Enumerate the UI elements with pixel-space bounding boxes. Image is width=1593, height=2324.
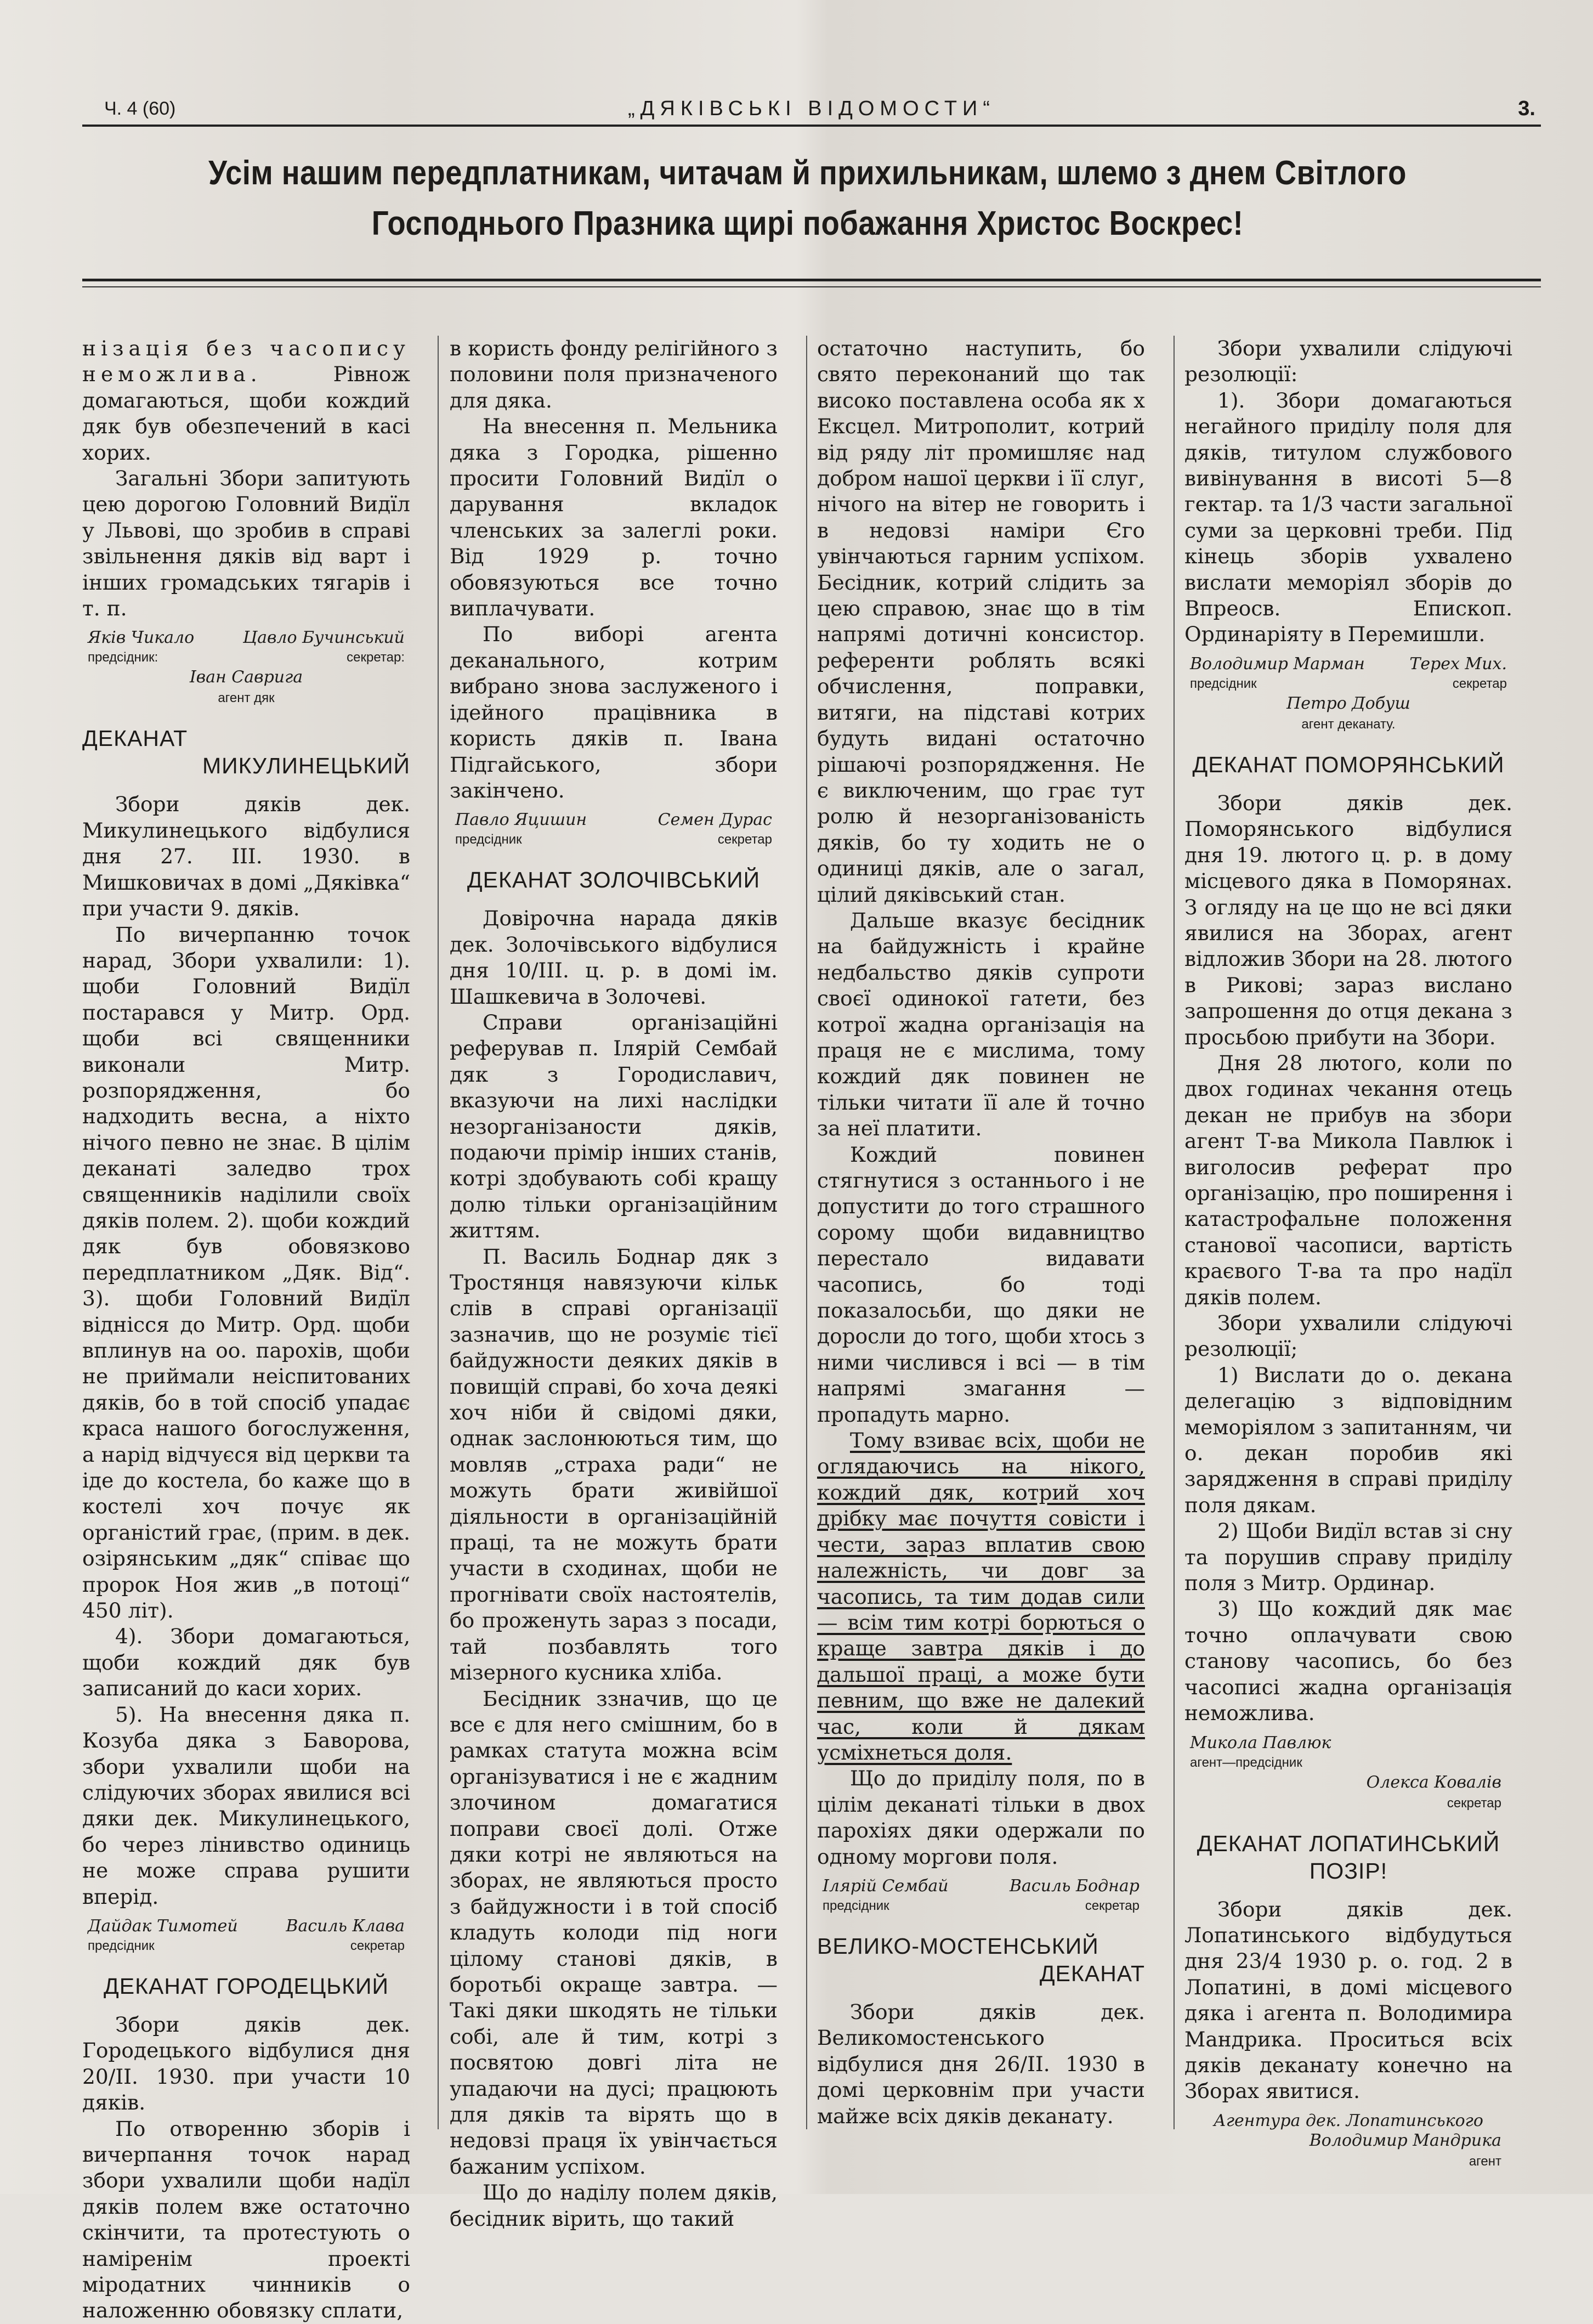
signature-role: агент деканату.: [1301, 716, 1396, 732]
article-paragraph: По виборі агента деканального, котрим вибрано знова заслуженого і ідейного працівника в користь дяків п. Івана Підгайського, збори закінчено.: [450, 622, 778, 802]
signature-role: предсідник: [88, 1938, 155, 1953]
signature-role: предсідник:: [88, 650, 158, 665]
signature-role: предсідник: [823, 1898, 889, 1913]
signature-block: [817, 1876, 1145, 1916]
article-paragraph: 2) Щоби Видїл встав зі сну та порушив справу приділу поля з Митр. Ординар.: [1184, 1519, 1512, 1596]
article-paragraph: На внесення п. Мельника дяка з Городка, рішенно просити Головний Видїл о дарування вкладок членських за залеглі роки. Від 1929 р. точно обовязуються все точно виплачувати.: [450, 414, 778, 621]
article-paragraph: Що до приділу поля, по в цілім деканаті тільки в двох парохіях дяки одержали по одному моргови поля.: [817, 1766, 1145, 1869]
signature-block: [1184, 654, 1512, 734]
easter-greeting-banner: [174, 148, 1441, 249]
signature-name: Василь Клава: [286, 1916, 405, 1936]
highlighted-appeal: Тому взиває всіх, щоби не оглядаючись на нікого, кождий дяк, котрий хоч дрібку має почуття совісти і чести, зараз вплатив свою належність, чи довг за часопись, та тим додав сили — всім тим котрі борються о краще завтра дяків і до дальшої праці, а може бути певним, що вже не далекий час, коли й дякам усміхнеться доля.: [817, 1428, 1145, 1765]
article-paragraph: Збори ухвалили слідуючі резолюції;: [1184, 1311, 1512, 1361]
section-heading: ДЕКАНАТ МИКУЛИНЕЦЬКИЙ: [82, 726, 410, 779]
column-3: [817, 336, 1145, 2129]
signature-name: Ілярій Сембай: [823, 1876, 949, 1896]
signature-name: Цавло Бучинський: [242, 628, 405, 648]
signature-role: предсідник: [455, 832, 522, 847]
article-paragraph: Збори дяків дек. Микулинецького відбулися дня 27. III. 1930. в Мишковичах в домі „Дяківка“ при участи 9. дяків.: [82, 792, 410, 921]
signature-block: [1184, 2111, 1512, 2172]
article-paragraph: нізація без часопису неможлива. Рівнож домагаються, щоби кождий дяк був обезпечений в касі хорих.: [82, 336, 410, 465]
signature-name: Семен Дурас: [657, 810, 772, 830]
signature-name: Дайдак Тимотей: [88, 1916, 238, 1936]
signature-block: [450, 810, 778, 850]
article-paragraph: Бесідник ззначив, що це все є для него смішним, бо в рамках статута можна всім організуватися і не є жадним злочином домагатися поправи своєї долі. Отже дяки котрі не являються на зборах, не являються просто з байдужности і в той спосіб кладуть колоди під ноги цілому станові дяків, в боротьбі окраще завтра. — Такі дяки шкодять не тільки собі, але й тим, котрі з посвятою довгі літа не упадаючи на дусі; працюють для дяків та вірять що в недовзі праця їх увінчається бажаним успіхом.: [450, 1686, 778, 2179]
signature-name: Володимир Мандрика: [1309, 2130, 1501, 2150]
article-paragraph: 4). Збори домагаються, щоби кождий дяк був записаний до каси хорих.: [82, 1624, 410, 1701]
signature-block: [82, 628, 410, 708]
signature-line: Агентура дек. Лопатинського: [1214, 2111, 1483, 2130]
article-paragraph: Збори дяків дек. Поморянського відбулися дня 19. лютого ц. р. в дому місцевого дяка в Поморянах. З огляду на це що не всі дяки явилися на Зборах, агент відложив Збори на 28. лютого в Рикові; зараз вислано запрошення до отця декана з просьбою прибути на Збори.: [1184, 790, 1512, 1049]
signature-role: секретар: [1452, 676, 1507, 691]
signature-role: секретар: [350, 1938, 405, 1953]
article-paragraph: Збори дяків дек. Городецького відбулися дня 20/II. 1930. при участи 10 дяків.: [82, 2012, 410, 2115]
signature-role: секретар: [1085, 1898, 1140, 1913]
banner-rule-top: [82, 279, 1541, 281]
banner-line-2: Господнього Празника щирі побажання Христос Воскрес!: [371, 205, 1244, 242]
signature-role: секретар:: [347, 650, 405, 665]
signature-role: агент—предсідник: [1190, 1755, 1302, 1770]
signature-role: агент дяк: [218, 691, 275, 706]
issue-number: Ч. 4 (60): [104, 98, 176, 119]
article-paragraph: Дальше вказує бесідник на байдужність і крайне недбальство дяків супроти своєї одинокої гатети, без котрої жадна організація на праця не є мислима, тому кождий дяк повинен не тільки читати її але й точно за неї платити.: [817, 908, 1145, 1141]
section-heading: ДЕКАНАТ ГОРОДЕЦЬКИЙ: [104, 1973, 389, 1999]
article-paragraph: 3) Що кождий дяк має точно оплачувати свою станову часопись, бо без часописі жадна організація неможлива.: [1184, 1597, 1512, 1726]
signature-name: Володимир Марман: [1190, 654, 1365, 674]
signature-block: [82, 1916, 410, 1956]
article-paragraph: 5). На внесення дяка п. Козуба дяка з Баворова, збори ухвалили щоби на слідуючих зборах явилися всі дяки дек. Микулинецького, бо через лінивство одиниць не може справа рушити вперід.: [82, 1702, 410, 1909]
article-paragraph: Збори дяків дек. Великомостенського відбулися дня 26/II. 1930 в домі церковнім при участи майже всіх дяків деканату.: [817, 1999, 1145, 2128]
signature-role: секретар: [717, 832, 772, 847]
signature-name: Терех Мих.: [1409, 654, 1507, 674]
signature-role: предсідник: [1190, 676, 1257, 691]
article-paragraph: Кождий повинен стягнутися з останнього і не допустити до того страшного сорому щоби видавництво перестало видавати часопись, бо тоді показалосьби, що дяки не доросли до того, щоби хтось з ними числився і всі — в тім напрямі змагання — пропадуть марно.: [817, 1142, 1145, 1427]
signature-block: [1184, 1733, 1512, 1813]
column-divider-2: [806, 336, 807, 2129]
article-paragraph: Довірочна нарада дяків дек. Золочівського відбулися дня 10/III. ц. р. в домі ім. Шашкевича в Золочеві.: [450, 906, 778, 1009]
article-paragraph: Загальні Збори запитують цею дорогою Головний Видїл у Львові, що зробив в справі звільнення дяків від варт і інших громадських тягарів і т. п.: [82, 466, 410, 621]
column-divider-1: [438, 336, 439, 2129]
article-paragraph: П. Василь Боднар дяк з Тростянця навязуючи кільк слів в справі організації зазначив, що не розуміє тієї байдужности деяких дяків в повищій справі, бо хоча деякі хоч ніби й свідомі дяки, однак заслонюються тим, що мовляв „страха ради“ не можуть брати живійшої діяльности в організаційній праці, та не можуть брати участи в сходинах, щоби не прогнівати своїх настоятелів, бо проженуть зараз з посади, тай позбавлять того мізерного кусника хліба.: [450, 1244, 778, 1685]
article-paragraph: 1). Збори домагаються негайного приділу поля для дяків, титулом службового вивінування в висоті 5—8 гектар. та 1/3 части загальної суми за церковні треби. Під кінець зборів ухвалено вислати меморіял зборів до Впреосв. Епископ. Ординаріяту в Перемишли.: [1184, 388, 1512, 647]
article-paragraph: Дня 28 лютого, коли по двох годинах чекання отець декан не прибув на збори агент Т-ва Микола Павлюк і виголосив реферат про організацію, про поширення і катастрофальне положення станової часописи, вартість краєвого Т-ва та про надїл дяків полем.: [1184, 1050, 1512, 1309]
signature-role: секретар: [1447, 1795, 1501, 1811]
column-1: [82, 336, 410, 2324]
signature-name: Якiв Чикало: [88, 628, 195, 648]
newspaper-title: „ДЯКІВСЬКІ ВІДОМОСТИ“: [627, 97, 995, 120]
article-paragraph: Справи організаційні реферував п. Ілярій Сембай дяк з Городиславич, вказуючи на лихі наслідки незорганізаности дяків, подаючи прімір інших станів, котрі здобувають собі кращу долю тільки організаційним життям.: [450, 1010, 778, 1243]
column-2: [450, 336, 778, 2232]
signature-role: агент: [1469, 2153, 1501, 2169]
section-heading: ДЕКАНАТ ЛОПАТИНСЬКИЙ ПОЗІР!: [1197, 1830, 1500, 1884]
signature-name: Павло Яцишин: [455, 810, 587, 830]
section-heading: ДЕКАНАТ ЗОЛОЧІВСЬКИЙ: [467, 867, 761, 893]
section-heading: ВЕЛИКО-МОСТЕНСЬКИЙ ДЕКАНАТ: [817, 1933, 1145, 1986]
column-divider-3: [1174, 336, 1175, 2129]
page-number: 3.: [1518, 97, 1535, 120]
signature-name: Іван Саврига: [189, 668, 303, 687]
signature-name: Олекса Ковалів: [1366, 1772, 1501, 1792]
column-4: [1184, 336, 1512, 2179]
section-heading: ДЕКАНАТ ПОМОРЯНСЬКИЙ: [1192, 751, 1505, 777]
signature-name: Петро Добуш: [1286, 693, 1410, 713]
article-paragraph: 1) Вислати до о. декана делегацію з відповідним меморіялом з запитанням, чи о. декан поробив які зарядження в справі приділу поля дякам.: [1184, 1362, 1512, 1517]
running-header: [82, 96, 1541, 127]
article-paragraph: Що до наділу полем дяків, бесідник вірить, що такий: [450, 2180, 778, 2231]
article-paragraph: Збори ухвалили слідуючі резолюції:: [1184, 336, 1512, 387]
article-paragraph: Збори дяків дек. Лопатинського відбудуться дня 23/4 1930 р. о. год. 2 в Лопатині, в домі місцевого дяка і агента п. Володимира Мандрика. Проситься всіх дяків деканату конечно на Зборах явитися.: [1184, 1897, 1512, 2104]
article-paragraph: По вичерпанню точок нарад, Збори ухвалили: 1). щоби Головний Видїл постарався у Митр. Орд. щоби всі священники виконали Митр. розпорядження, бо надходить весна, а ніхто нічого певно не знає. В цілім деканаті заледво трох священників наділили своїх дяків полем. 2). щоби кождий дяк був обовязково передплатником „Дяк. Від“. 3). щоби Головний Видїл віднісся до Митр. Орд. щоби вплинув на оо. парохів, щоби не приймали неіспитованих дяків, бо в той спосіб упадає краса нашого богослуження, а нарід відчуєся від церкви та іде до костела, бо каже що в костелі хоч почує як органістий грає, (прим. в дек. озірянським „дяк“ співає що пророк Ноя жив „в потоці“ 450 літ).: [82, 922, 410, 1623]
banner-rule-bottom: [82, 286, 1541, 287]
article-paragraph: в користь фонду релігійного з половини поля призначеного для дяка.: [450, 336, 778, 412]
signature-name: Василь Боднар: [1010, 1876, 1140, 1896]
article-paragraph: остаточно наступить, бо свято переконаний що так високо поставлена особа як х Ексцел. Митрополит, котрий від ряду літ промишляє над добром нашої церкви і її слуг, нічого на вітер не говорить і в недовзі наміри Єго увінчаються гарним успіхом. Бесідник, котрий слідить за цею справою, знає що в тім напрямі дотичні консистор. референти роблять всякі обчислення, поправки, витяги, на підставі котрих будуть видані остаточно рішаючі розпорядження. Не є виключеним, що грає тут ролю й незорганізованість дяків, бо ту ходить не о одиниці дяків, але о загал, цілий дяківський стан.: [817, 336, 1145, 907]
signature-name: Микола Павлюк: [1190, 1733, 1331, 1752]
article-paragraph: По отворенню зборів і вичерпання точок нарад збори ухвалили щоби надїл дяків полем вже остаточно скінчити, та протестують о наміренім проекті міродатних чинників о наложенню обовязку сплати,: [82, 2116, 410, 2323]
banner-line-1: Усім нашим передплатникам, читачам й прихильникам, шлемо з днем Світлого: [208, 154, 1407, 192]
